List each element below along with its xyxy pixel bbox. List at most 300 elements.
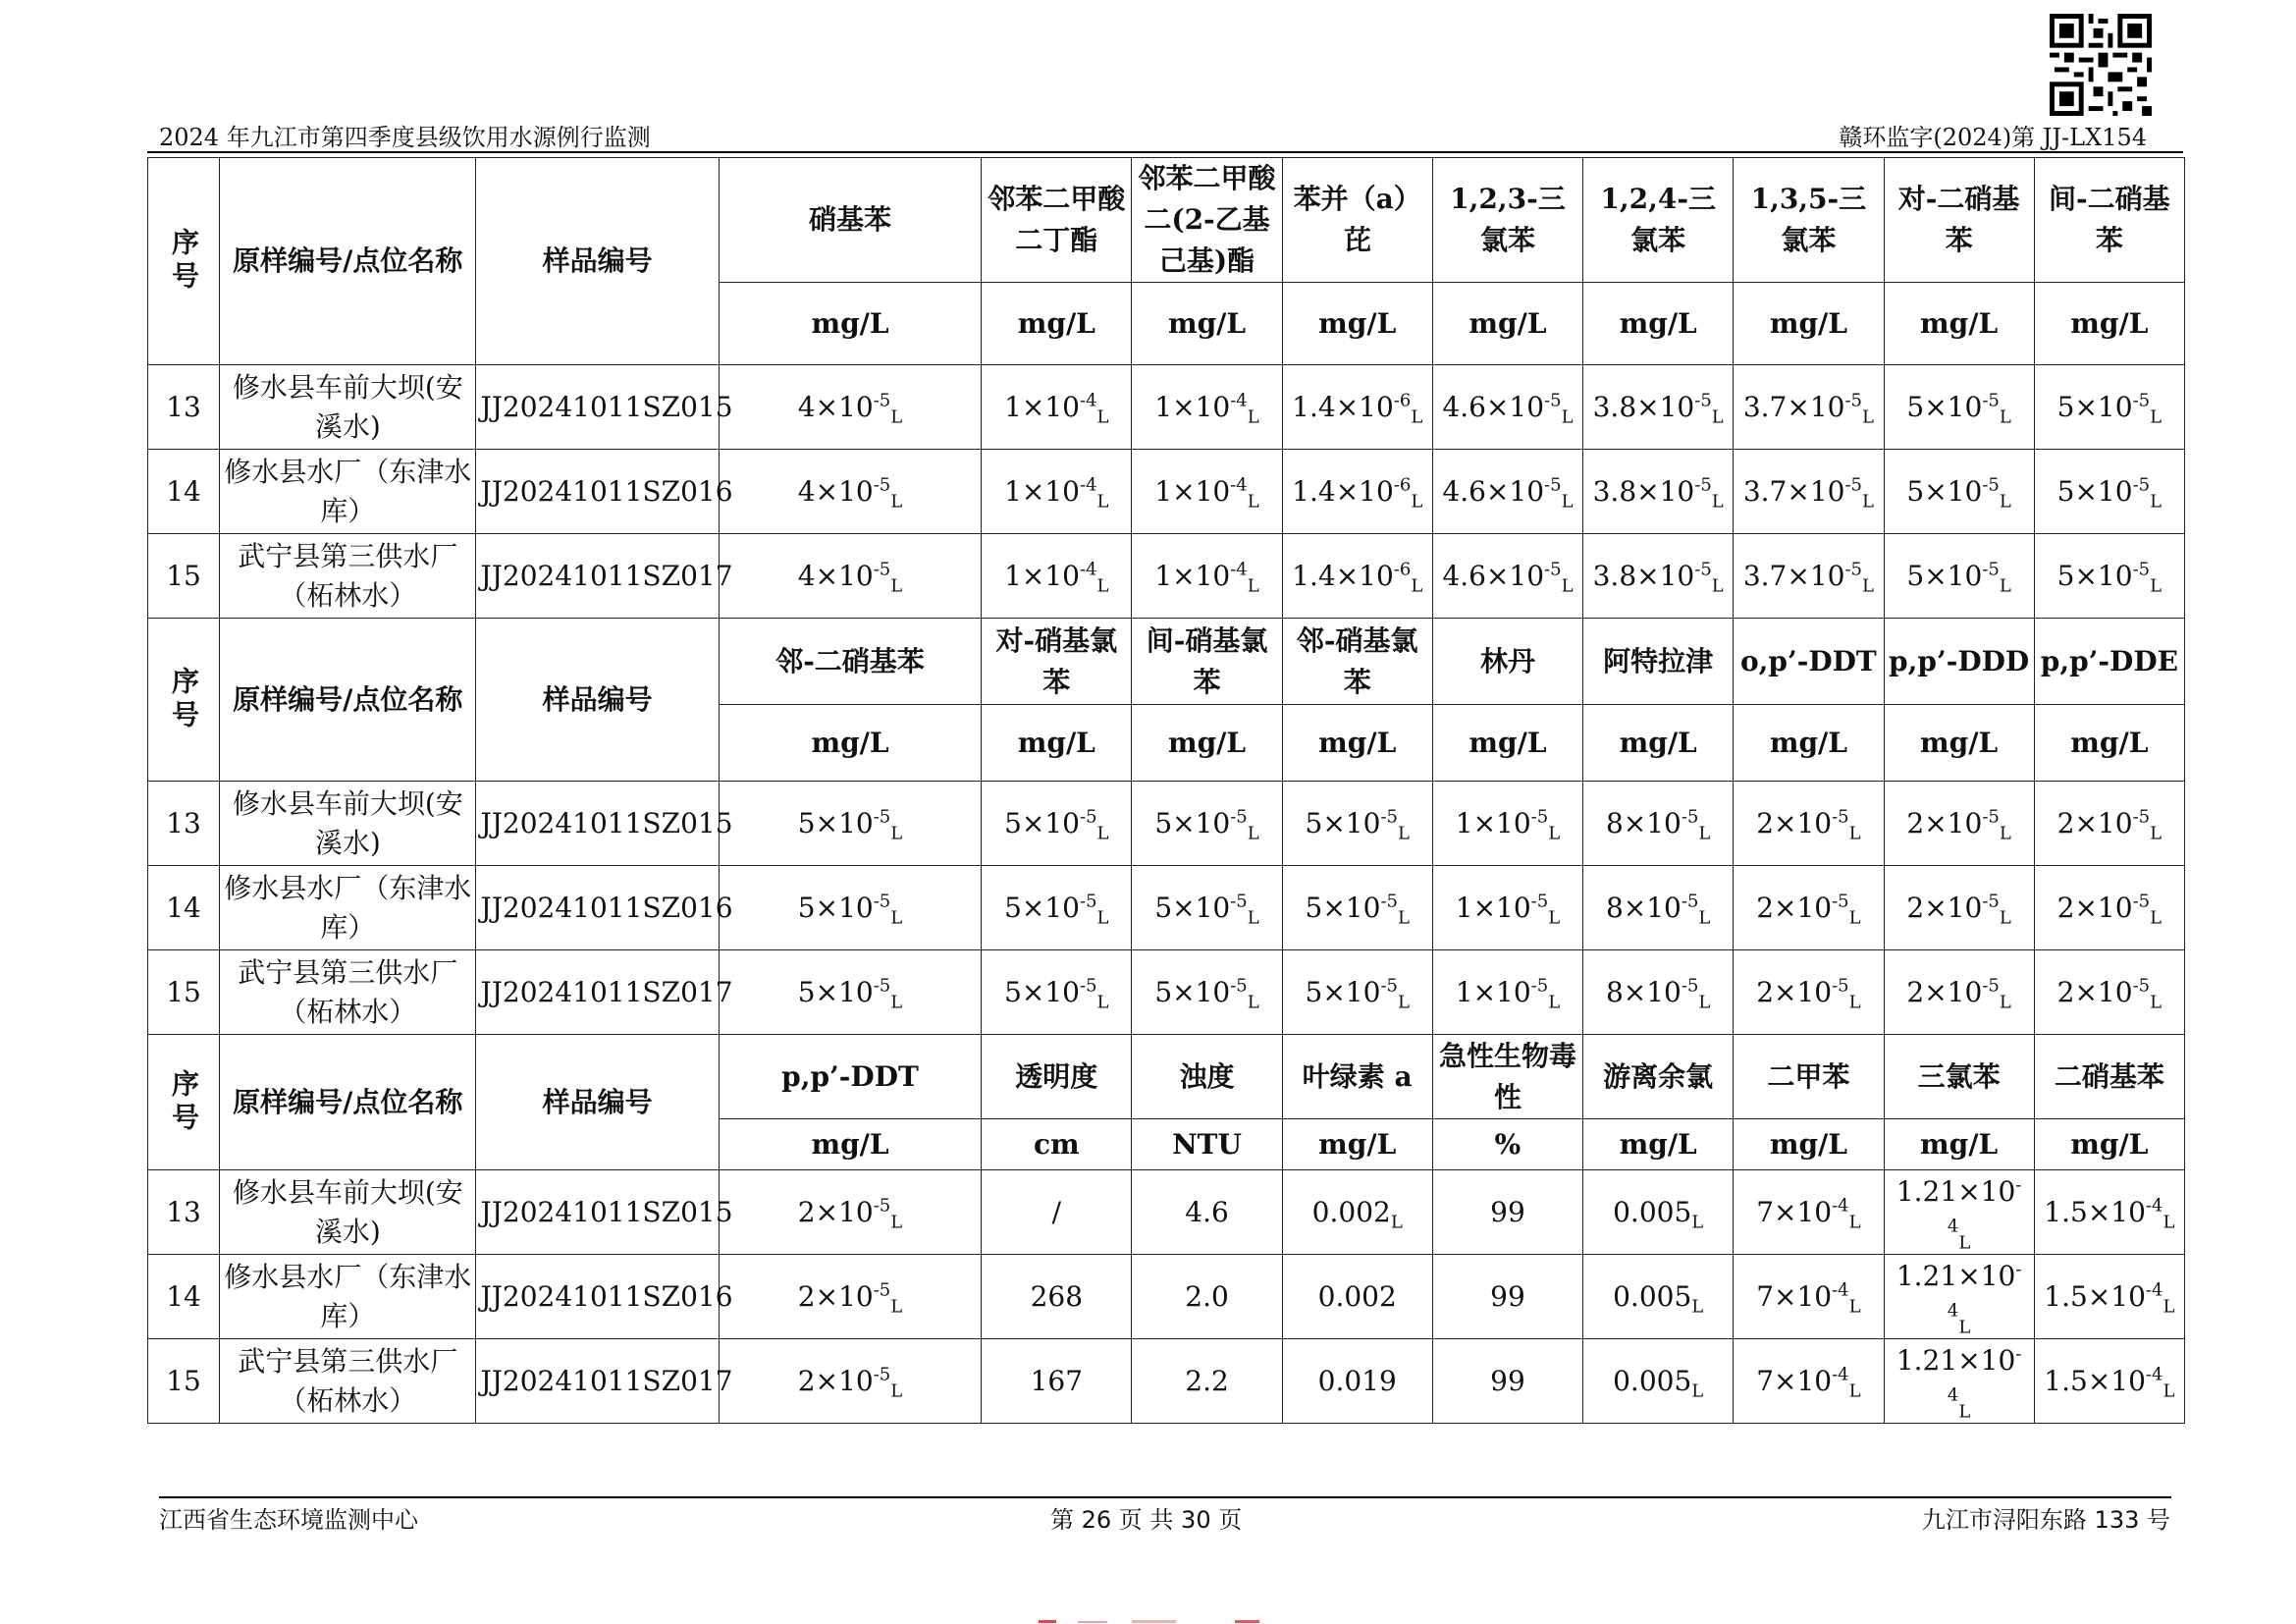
measurement-cell bbox=[1432, 866, 1582, 950]
below-detection-flag: L bbox=[1698, 823, 1711, 844]
value-mantissa: 4×10 bbox=[797, 559, 874, 592]
measurement-cell bbox=[1734, 1255, 1884, 1339]
measurement-cell bbox=[1432, 365, 1582, 450]
value-mantissa: 4×10 bbox=[797, 474, 874, 508]
below-detection-flag: L bbox=[1711, 406, 1724, 428]
param-header: 邻苯二甲酸二(2-乙基己基)酯 bbox=[1132, 158, 1282, 283]
measurement-cell bbox=[1432, 782, 1582, 866]
value-mantissa: 5×10 bbox=[2056, 390, 2133, 423]
measurement-cell bbox=[1884, 534, 2034, 619]
value-mantissa: 4.6 bbox=[1185, 1195, 1229, 1228]
below-detection-flag: L bbox=[1411, 491, 1423, 513]
value-exponent: -5 bbox=[873, 891, 891, 912]
below-detection-flag: L bbox=[2163, 1380, 2175, 1402]
unit-header: mg/L bbox=[1734, 705, 1884, 782]
below-detection-flag: L bbox=[890, 907, 903, 929]
below-detection-flag: L bbox=[890, 575, 903, 597]
below-detection-flag: L bbox=[1999, 907, 2011, 929]
value-exponent: -5 bbox=[1080, 891, 1097, 912]
value-mantissa: 5×10 bbox=[1154, 891, 1231, 924]
below-detection-flag: L bbox=[1548, 992, 1561, 1013]
value-exponent: -5 bbox=[1681, 806, 1699, 828]
measurement-cell bbox=[719, 866, 981, 950]
measurement-cell bbox=[2034, 1339, 2184, 1424]
measurement-cell bbox=[1583, 1339, 1734, 1424]
measurement-cell bbox=[719, 1170, 981, 1255]
below-detection-flag: L bbox=[1096, 907, 1109, 929]
table-row bbox=[148, 782, 2185, 866]
unit-header: cm bbox=[982, 1119, 1132, 1170]
measurement-cell bbox=[1583, 365, 1734, 450]
param-header: 透明度 bbox=[982, 1035, 1132, 1119]
row-seq: 13 bbox=[148, 365, 220, 450]
header-seq: 序号 bbox=[148, 158, 220, 365]
param-header: 邻-硝基氯苯 bbox=[1282, 619, 1432, 705]
unit-header: mg/L bbox=[1734, 1119, 1884, 1170]
value-mantissa: 1.5×10 bbox=[2044, 1279, 2146, 1313]
row-sample-id: JJ20241011SZ016 bbox=[476, 1255, 719, 1339]
row-seq: 15 bbox=[148, 950, 220, 1035]
value-mantissa: 3.7×10 bbox=[1742, 559, 1845, 592]
below-detection-flag: L bbox=[1247, 823, 1259, 844]
measurement-cell bbox=[982, 1339, 1132, 1424]
measurement-cell bbox=[1432, 1170, 1582, 1255]
value-mantissa: 2×10 bbox=[797, 1279, 874, 1313]
measurement-cell bbox=[1884, 1170, 2034, 1255]
measurement-cell bbox=[1282, 1255, 1432, 1339]
value-exponent: -5 bbox=[1544, 559, 1562, 580]
value-mantissa: 1×10 bbox=[1455, 891, 1531, 924]
value-mantissa: 1×10 bbox=[1154, 559, 1231, 592]
measurement-cell bbox=[1734, 534, 1884, 619]
value-exponent: -5 bbox=[2132, 891, 2151, 912]
measurement-cell bbox=[1432, 1255, 1582, 1339]
measurement-cell bbox=[2034, 866, 2184, 950]
value-mantissa: 3.7×10 bbox=[1742, 390, 1845, 423]
value-mantissa: 5×10 bbox=[1004, 975, 1080, 1008]
below-detection-flag: L bbox=[2150, 406, 2163, 428]
param-header: 三氯苯 bbox=[1884, 1035, 2034, 1119]
value-mantissa: 2×10 bbox=[1906, 806, 1983, 839]
measurement-cell bbox=[1583, 450, 1734, 534]
value-exponent: -5 bbox=[1530, 891, 1549, 912]
param-header: 苯并（a）芘 bbox=[1282, 158, 1432, 283]
table-row bbox=[148, 866, 2185, 950]
below-detection-flag: L bbox=[1096, 406, 1109, 428]
row-sample-id: JJ20241011SZ015 bbox=[476, 1170, 719, 1255]
measurement-cell bbox=[719, 534, 981, 619]
below-detection-flag: L bbox=[2163, 1212, 2175, 1233]
row-site-name: 修水县车前大坝(安溪水) bbox=[220, 1170, 476, 1255]
below-detection-flag: L bbox=[1691, 1212, 1704, 1233]
value-mantissa: 5×10 bbox=[1004, 806, 1080, 839]
value-exponent: -5 bbox=[873, 975, 891, 997]
value-mantissa: 4×10 bbox=[797, 390, 874, 423]
value-mantissa: 2×10 bbox=[1756, 975, 1833, 1008]
unit-header: mg/L bbox=[982, 705, 1132, 782]
param-header: 急性生物毒性 bbox=[1432, 1035, 1582, 1119]
value-exponent: -5 bbox=[1832, 891, 1849, 912]
below-detection-flag: L bbox=[1958, 1401, 1971, 1423]
measurement-cell bbox=[982, 1255, 1132, 1339]
unit-header: mg/L bbox=[2034, 283, 2184, 365]
measurement-cell bbox=[2034, 534, 2184, 619]
measurement-cell bbox=[1734, 1339, 1884, 1424]
measurement-cell bbox=[1132, 534, 1282, 619]
value-mantissa: 2×10 bbox=[2056, 806, 2133, 839]
measurement-cell bbox=[982, 782, 1132, 866]
value-mantissa: 2×10 bbox=[797, 1364, 874, 1397]
value-exponent: -4 bbox=[2145, 1279, 2163, 1301]
below-detection-flag: L bbox=[1397, 823, 1410, 844]
row-site-name: 修水县水厂（东津水库） bbox=[220, 450, 476, 534]
param-header: o,p’-DDT bbox=[1734, 619, 1884, 705]
value-exponent: -6 bbox=[1393, 559, 1412, 580]
value-exponent: -4 bbox=[2145, 1364, 2163, 1385]
param-header: 邻苯二甲酸二丁酯 bbox=[982, 158, 1132, 283]
monitoring-results-table bbox=[147, 157, 2185, 1424]
value-mantissa: 0.002 bbox=[1311, 1195, 1391, 1228]
value-exponent: -4 bbox=[1230, 559, 1248, 580]
table-row bbox=[148, 1255, 2185, 1339]
below-detection-flag: L bbox=[1561, 491, 1574, 513]
below-detection-flag: L bbox=[1247, 491, 1259, 513]
value-mantissa: 167 bbox=[1030, 1364, 1084, 1397]
below-detection-flag: L bbox=[1548, 823, 1561, 844]
measurement-cell bbox=[1132, 782, 1282, 866]
value-mantissa: 4.6×10 bbox=[1442, 559, 1545, 592]
value-mantissa: 5×10 bbox=[2056, 474, 2133, 508]
value-mantissa: 8×10 bbox=[1605, 975, 1682, 1008]
value-mantissa: 2×10 bbox=[1906, 975, 1983, 1008]
param-header: 二硝基苯 bbox=[2034, 1035, 2184, 1119]
measurement-cell bbox=[1583, 1170, 1734, 1255]
unit-header: mg/L bbox=[1884, 705, 2034, 782]
unit-header: mg/L bbox=[2034, 705, 2184, 782]
measurement-cell bbox=[1884, 866, 2034, 950]
value-exponent: -6 bbox=[1393, 474, 1412, 496]
value-exponent: -5 bbox=[1681, 975, 1699, 997]
below-detection-flag: L bbox=[1999, 406, 2011, 428]
below-detection-flag: L bbox=[2150, 491, 2163, 513]
value-exponent: -4 bbox=[1230, 474, 1248, 496]
row-sample-id: JJ20241011SZ017 bbox=[476, 950, 719, 1035]
table-row bbox=[148, 534, 2185, 619]
below-detection-flag: L bbox=[1958, 1232, 1971, 1254]
value-mantissa: 1.5×10 bbox=[2044, 1195, 2146, 1228]
value-exponent: -4 bbox=[1080, 474, 1097, 496]
measurement-cell bbox=[1884, 782, 2034, 866]
below-detection-flag: L bbox=[1247, 992, 1259, 1013]
value-exponent: -4 bbox=[1230, 390, 1248, 411]
table-row bbox=[148, 365, 2185, 450]
value-mantissa: 4.6×10 bbox=[1442, 390, 1545, 423]
value-mantissa: 0.005 bbox=[1613, 1279, 1692, 1313]
below-detection-flag: L bbox=[1711, 575, 1724, 597]
unit-header: mg/L bbox=[1432, 705, 1582, 782]
unit-header: % bbox=[1432, 1119, 1582, 1170]
below-detection-flag: L bbox=[1096, 823, 1109, 844]
value-mantissa: 5×10 bbox=[1305, 975, 1381, 1008]
value-mantissa: 3.7×10 bbox=[1742, 474, 1845, 508]
value-mantissa: 1.4×10 bbox=[1292, 390, 1394, 423]
row-sample-id: JJ20241011SZ017 bbox=[476, 534, 719, 619]
measurement-cell bbox=[1583, 1255, 1734, 1339]
measurement-cell bbox=[1282, 365, 1432, 450]
below-detection-flag: L bbox=[1247, 406, 1259, 428]
value-mantissa: 1×10 bbox=[1004, 390, 1080, 423]
below-detection-flag: L bbox=[1096, 491, 1109, 513]
value-mantissa: 5×10 bbox=[1906, 390, 1983, 423]
param-header: 1,2,3-三氯苯 bbox=[1432, 158, 1582, 283]
value-mantissa: 1×10 bbox=[1154, 390, 1231, 423]
value-exponent: -5 bbox=[1380, 806, 1398, 828]
value-exponent: -5 bbox=[1982, 806, 2000, 828]
value-exponent: -4 bbox=[1832, 1195, 1849, 1217]
measurement-cell bbox=[1132, 1170, 1282, 1255]
measurement-cell bbox=[1432, 950, 1582, 1035]
measurement-cell bbox=[1734, 450, 1884, 534]
param-header: 游离余氯 bbox=[1583, 1035, 1734, 1119]
below-detection-flag: L bbox=[2150, 992, 2163, 1013]
unit-header: mg/L bbox=[719, 1119, 981, 1170]
value-mantissa: 268 bbox=[1030, 1279, 1084, 1313]
unit-header: mg/L bbox=[1734, 283, 1884, 365]
value-exponent: -4 bbox=[1080, 390, 1097, 411]
measurement-cell bbox=[1734, 782, 1884, 866]
value-mantissa: 1.21×10 bbox=[1896, 1259, 2016, 1292]
value-mantissa: 5×10 bbox=[1906, 559, 1983, 592]
param-header: 二甲苯 bbox=[1734, 1035, 1884, 1119]
unit-header: NTU bbox=[1132, 1119, 1282, 1170]
below-detection-flag: L bbox=[1691, 1296, 1704, 1318]
value-mantissa: 5×10 bbox=[1305, 891, 1381, 924]
below-detection-flag: L bbox=[1691, 1380, 1704, 1402]
value-mantissa: 4.6×10 bbox=[1442, 474, 1545, 508]
value-mantissa: 7×10 bbox=[1756, 1195, 1833, 1228]
value-exponent: -5 bbox=[1530, 806, 1549, 828]
measurement-cell bbox=[1583, 534, 1734, 619]
value-exponent: -5 bbox=[1681, 891, 1699, 912]
value-mantissa: 5×10 bbox=[1906, 474, 1983, 508]
value-exponent: -5 bbox=[1694, 559, 1712, 580]
param-header: 硝基苯 bbox=[719, 158, 981, 283]
value-mantissa: 0.005 bbox=[1613, 1364, 1692, 1397]
below-detection-flag: L bbox=[890, 1212, 903, 1233]
param-header: 间-二硝基苯 bbox=[2034, 158, 2184, 283]
header-sample: 样品编号 bbox=[476, 1035, 719, 1170]
below-detection-flag: L bbox=[1848, 992, 1861, 1013]
measurement-cell bbox=[2034, 950, 2184, 1035]
value-exponent: -5 bbox=[873, 474, 891, 496]
measurement-cell bbox=[1734, 950, 1884, 1035]
unit-header: mg/L bbox=[1884, 1119, 2034, 1170]
unit-header: mg/L bbox=[1432, 283, 1582, 365]
value-mantissa: 5×10 bbox=[1154, 806, 1231, 839]
measurement-cell bbox=[1282, 534, 1432, 619]
param-header: 林丹 bbox=[1432, 619, 1582, 705]
value-exponent: -5 bbox=[1694, 390, 1712, 411]
value-exponent: -5 bbox=[1844, 390, 1862, 411]
value-mantissa: 99 bbox=[1490, 1195, 1525, 1228]
param-header: p,p’-DDT bbox=[719, 1035, 981, 1119]
below-detection-flag: L bbox=[1999, 491, 2011, 513]
row-sample-id: JJ20241011SZ016 bbox=[476, 866, 719, 950]
value-exponent: -5 bbox=[873, 806, 891, 828]
value-mantissa: 1×10 bbox=[1004, 559, 1080, 592]
value-exponent: -5 bbox=[1530, 975, 1549, 997]
value-exponent: -5 bbox=[2132, 975, 2151, 997]
unit-header: mg/L bbox=[1583, 283, 1734, 365]
below-detection-flag: L bbox=[890, 406, 903, 428]
value-mantissa: 1.5×10 bbox=[2044, 1364, 2146, 1397]
value-exponent: -5 bbox=[1230, 975, 1248, 997]
below-detection-flag: L bbox=[1999, 575, 2011, 597]
row-seq: 15 bbox=[148, 534, 220, 619]
below-detection-flag: L bbox=[890, 491, 903, 513]
measurement-cell bbox=[1282, 950, 1432, 1035]
measurement-cell bbox=[2034, 782, 2184, 866]
row-seq: 15 bbox=[148, 1339, 220, 1424]
param-header: 叶绿素 a bbox=[1282, 1035, 1432, 1119]
measurement-cell bbox=[1884, 365, 2034, 450]
below-detection-flag: L bbox=[1848, 1380, 1861, 1402]
below-detection-flag: L bbox=[1958, 1317, 1971, 1338]
below-detection-flag: L bbox=[1397, 992, 1410, 1013]
measurement-cell bbox=[1282, 866, 1432, 950]
value-exponent: -5 bbox=[1080, 975, 1097, 997]
footer-page-number: 第 26 页 共 30 页 bbox=[1050, 1506, 1243, 1534]
header-rule bbox=[147, 151, 2183, 153]
measurement-cell bbox=[1583, 782, 1734, 866]
value-exponent: -4 bbox=[1832, 1279, 1849, 1301]
value-mantissa: 1.21×10 bbox=[1896, 1174, 2016, 1208]
row-seq: 14 bbox=[148, 1255, 220, 1339]
value-exponent: -5 bbox=[1982, 891, 2000, 912]
value-mantissa: 99 bbox=[1490, 1279, 1525, 1313]
value-exponent: -5 bbox=[2132, 806, 2151, 828]
param-header: p,p’-DDE bbox=[2034, 619, 2184, 705]
value-mantissa: 5×10 bbox=[797, 806, 874, 839]
measurement-cell bbox=[2034, 450, 2184, 534]
value-mantissa: 5×10 bbox=[1154, 975, 1231, 1008]
row-site-name: 修水县车前大坝(安溪水) bbox=[220, 365, 476, 450]
value-exponent: -5 bbox=[1844, 474, 1862, 496]
below-detection-flag: L bbox=[1397, 907, 1410, 929]
measurement-cell bbox=[1132, 866, 1282, 950]
value-exponent: -6 bbox=[1393, 390, 1412, 411]
value-mantissa: 8×10 bbox=[1605, 891, 1682, 924]
below-detection-flag: L bbox=[890, 1296, 903, 1318]
measurement-cell bbox=[719, 782, 981, 866]
header-sample: 样品编号 bbox=[476, 619, 719, 782]
below-detection-flag: L bbox=[1711, 491, 1724, 513]
measurement-cell bbox=[982, 365, 1132, 450]
measurement-cell bbox=[1132, 950, 1282, 1035]
below-detection-flag: L bbox=[1548, 907, 1561, 929]
below-detection-flag: L bbox=[1390, 1212, 1403, 1233]
value-exponent: -4 bbox=[1080, 559, 1097, 580]
measurement-cell bbox=[982, 1170, 1132, 1255]
value-mantissa: / bbox=[1051, 1195, 1062, 1228]
qr-code-icon bbox=[2050, 14, 2152, 116]
below-detection-flag: L bbox=[2163, 1296, 2175, 1318]
footer-address: 九江市浔阳东路 133 号 bbox=[1921, 1506, 2170, 1534]
measurement-cell bbox=[1884, 1255, 2034, 1339]
below-detection-flag: L bbox=[1862, 406, 1874, 428]
row-seq: 13 bbox=[148, 782, 220, 866]
value-exponent: -5 bbox=[1694, 474, 1712, 496]
value-mantissa: 1.21×10 bbox=[1896, 1343, 2016, 1377]
row-site-name: 修水县车前大坝(安溪水) bbox=[220, 782, 476, 866]
param-header: 阿特拉津 bbox=[1583, 619, 1734, 705]
row-site-name: 武宁县第三供水厂（柘林水） bbox=[220, 950, 476, 1035]
value-exponent: -5 bbox=[873, 1195, 891, 1217]
value-mantissa: 2.2 bbox=[1185, 1364, 1229, 1397]
value-exponent: -5 bbox=[1982, 390, 2000, 411]
below-detection-flag: L bbox=[1561, 406, 1574, 428]
value-exponent: -5 bbox=[1982, 559, 2000, 580]
table-row bbox=[148, 1339, 2185, 1424]
value-exponent: -5 bbox=[1230, 891, 1248, 912]
unit-header: mg/L bbox=[1282, 1119, 1432, 1170]
param-header: 浊度 bbox=[1132, 1035, 1282, 1119]
value-mantissa: 2×10 bbox=[797, 1195, 874, 1228]
measurement-cell bbox=[1734, 866, 1884, 950]
header-site: 原样编号/点位名称 bbox=[220, 158, 476, 365]
measurement-cell bbox=[982, 950, 1132, 1035]
value-exponent: -5 bbox=[873, 1364, 891, 1385]
value-mantissa: 5×10 bbox=[797, 975, 874, 1008]
value-mantissa: 2×10 bbox=[1756, 806, 1833, 839]
value-exponent: -5 bbox=[1982, 474, 2000, 496]
value-mantissa: 3.8×10 bbox=[1592, 559, 1695, 592]
value-mantissa: 5×10 bbox=[1004, 891, 1080, 924]
value-exponent: -5 bbox=[1230, 806, 1248, 828]
value-exponent: -5 bbox=[1380, 891, 1398, 912]
value-mantissa: 1×10 bbox=[1154, 474, 1231, 508]
below-detection-flag: L bbox=[1848, 1296, 1861, 1318]
measurement-cell bbox=[982, 534, 1132, 619]
measurement-cell bbox=[1282, 782, 1432, 866]
measurement-cell bbox=[1432, 1339, 1582, 1424]
row-sample-id: JJ20241011SZ017 bbox=[476, 1339, 719, 1424]
value-mantissa: 99 bbox=[1490, 1364, 1525, 1397]
value-exponent: -4 bbox=[1947, 1343, 2022, 1406]
below-detection-flag: L bbox=[1411, 575, 1423, 597]
unit-header: mg/L bbox=[1583, 1119, 1734, 1170]
measurement-cell bbox=[1132, 1255, 1282, 1339]
value-exponent: -4 bbox=[2145, 1195, 2163, 1217]
header-site: 原样编号/点位名称 bbox=[220, 1035, 476, 1170]
measurement-cell bbox=[1884, 950, 2034, 1035]
unit-header: mg/L bbox=[1583, 705, 1734, 782]
value-exponent: -5 bbox=[1380, 975, 1398, 997]
row-site-name: 武宁县第三供水厂（柘林水） bbox=[220, 534, 476, 619]
value-exponent: -4 bbox=[1947, 1174, 2022, 1237]
row-seq: 14 bbox=[148, 866, 220, 950]
below-detection-flag: L bbox=[2150, 575, 2163, 597]
param-header: 邻-二硝基苯 bbox=[719, 619, 981, 705]
measurement-cell bbox=[1432, 534, 1582, 619]
measurement-cell bbox=[1734, 365, 1884, 450]
measurement-cell bbox=[2034, 365, 2184, 450]
value-mantissa: 3.8×10 bbox=[1592, 390, 1695, 423]
below-detection-flag: L bbox=[1848, 823, 1861, 844]
measurement-cell bbox=[982, 866, 1132, 950]
param-header: 对-硝基氯苯 bbox=[982, 619, 1132, 705]
unit-header: mg/L bbox=[719, 705, 981, 782]
